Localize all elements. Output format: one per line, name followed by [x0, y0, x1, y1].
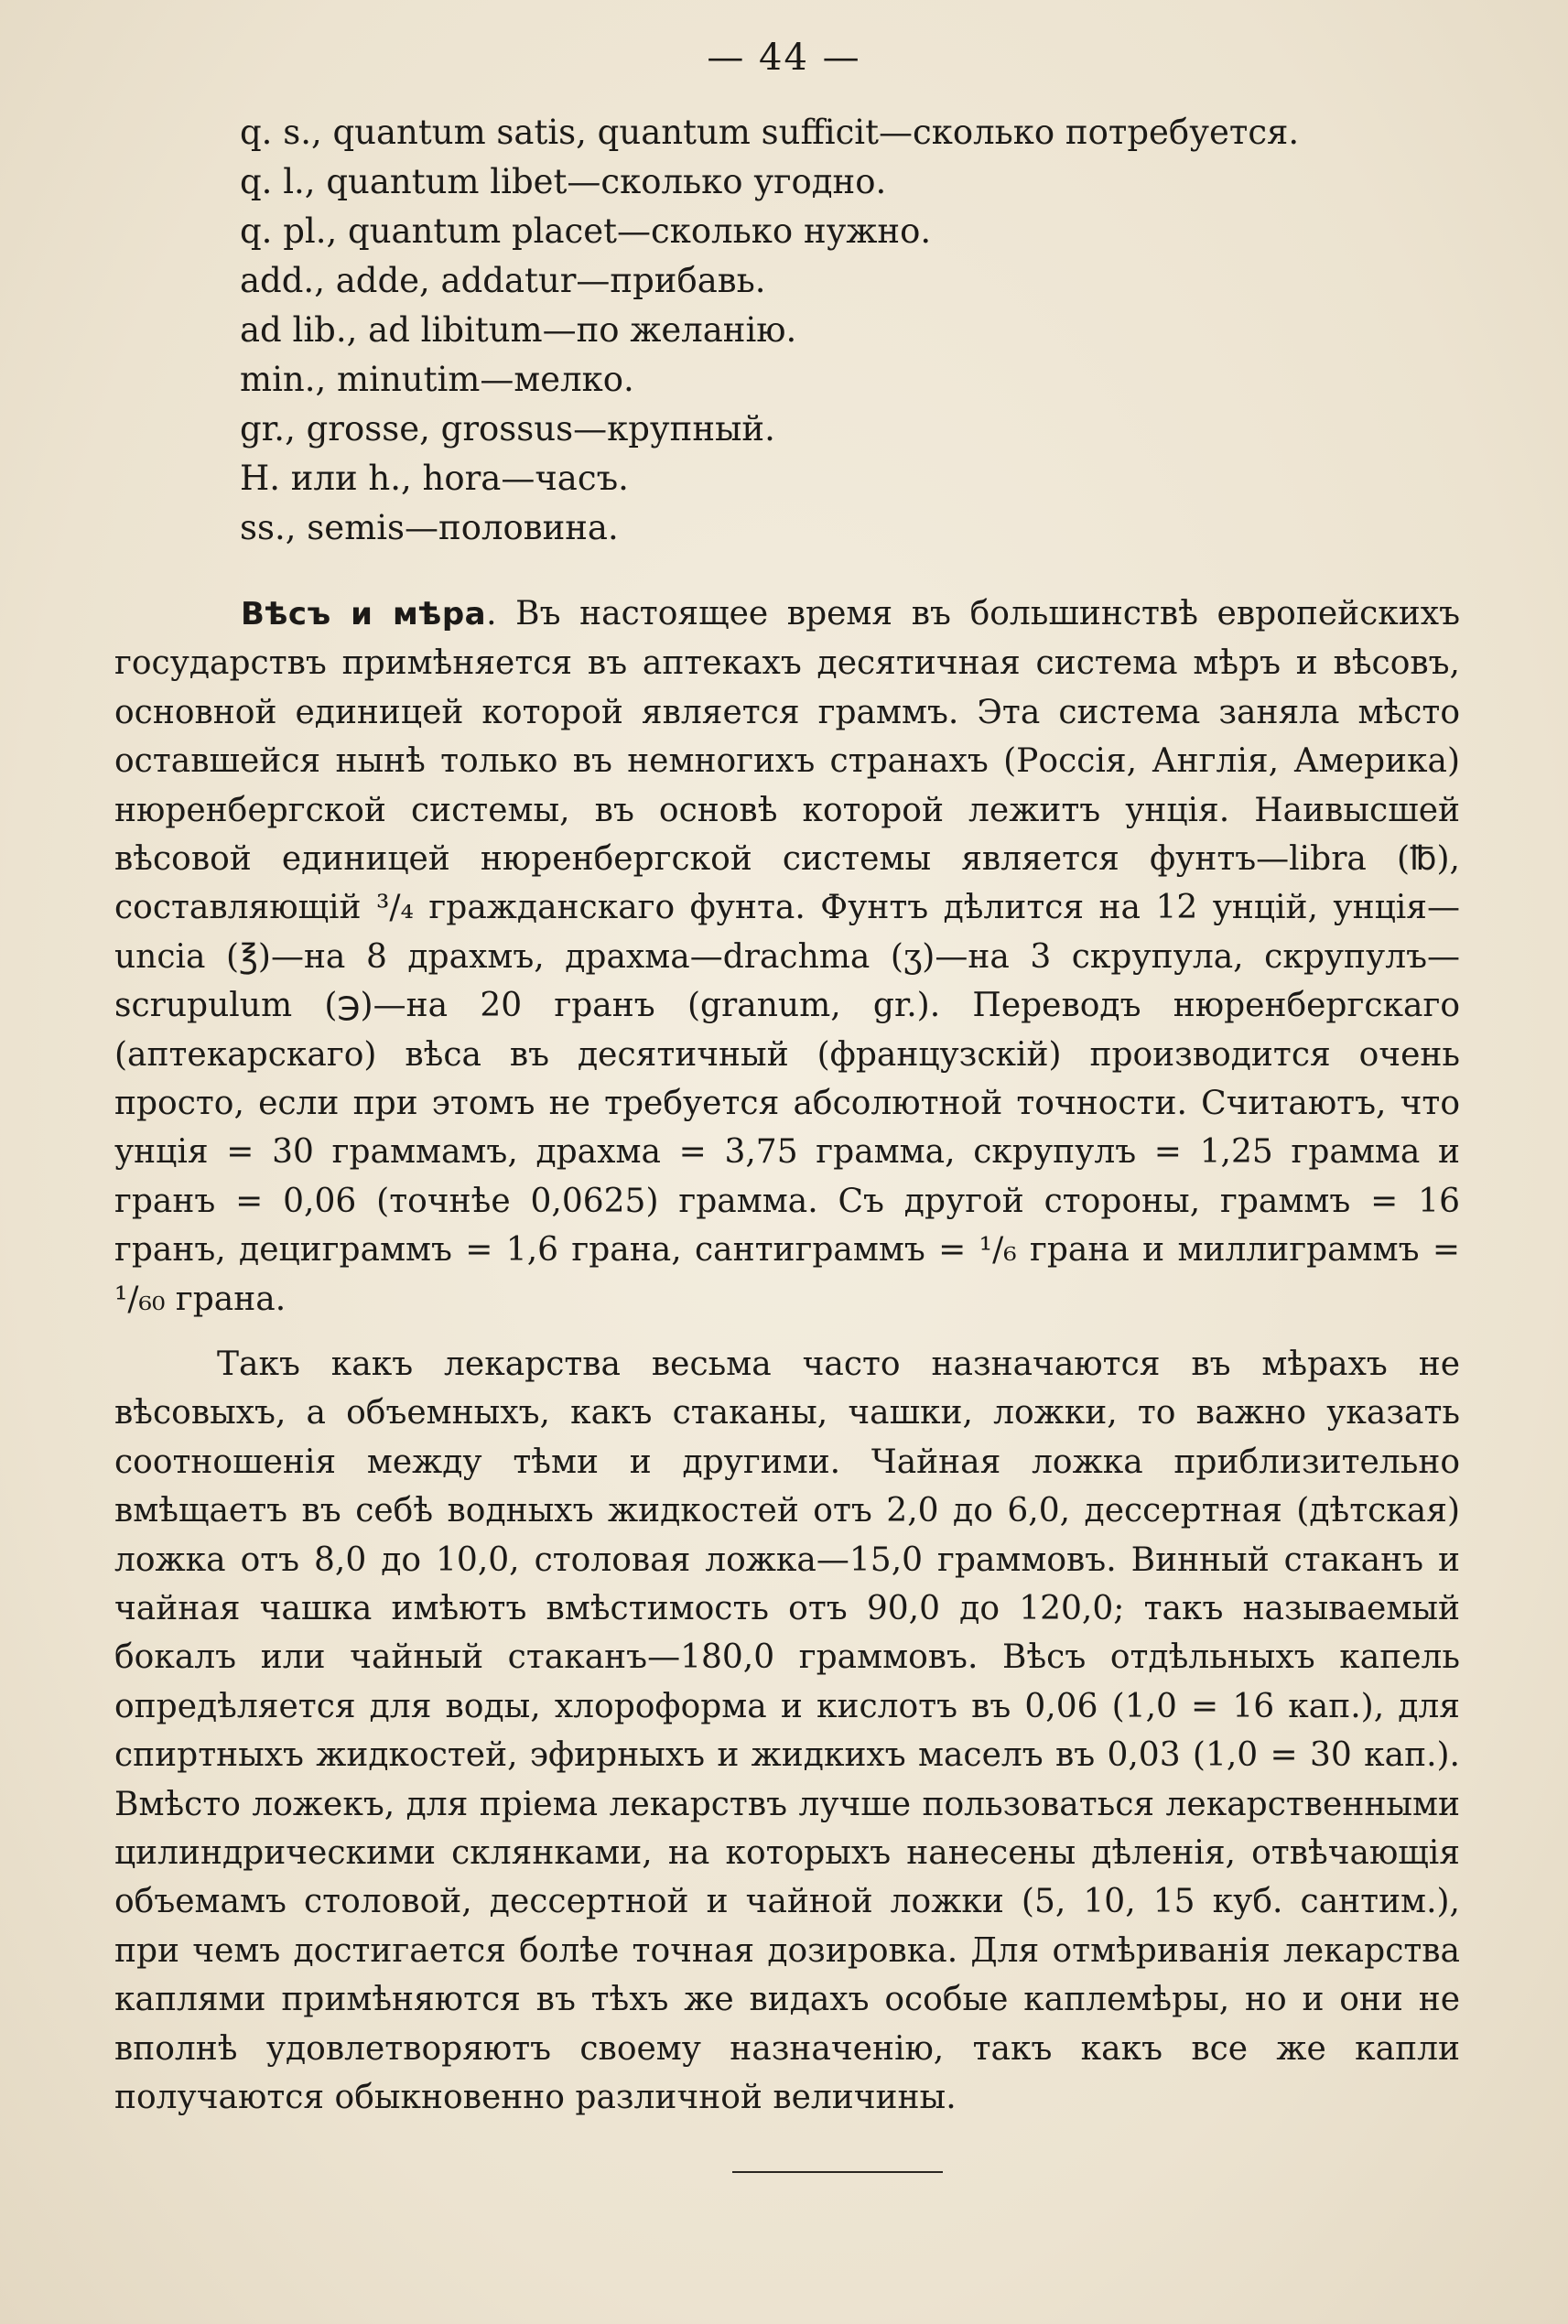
end-rule-divider — [732, 2171, 943, 2173]
abbreviation-item: gr., grosse, grossus—крупный. — [240, 409, 775, 449]
volume-measures-paragraph: Такъ какъ лекарства весьма часто назначаются въ мѣрахъ не вѣсовыхъ, а объемныхъ, какъ стаканы, чашки, ложки, то важно указать соотношенія между тѣми и другими. Чайная ложка приблизительно вмѣщаетъ въ себѣ водныхъ жидкостей отъ 2,0 до 6,0, дессертная (дѣтская) ложка отъ 8,0 до 10,0, столовая ложка—15,0 граммовъ. Винный стаканъ и чайная чашка имѣютъ вмѣстимость отъ 90,0 до 120,0; такъ называемый бокалъ или чайный стаканъ—180,0 граммовъ. Вѣсъ отдѣльныхъ капель опредѣляется для воды, хлороформа и кислотъ въ 0,06 (1,0 = 16 кап.), для спиртныхъ жидкостей, эфирныхъ и жидкихъ маселъ въ 0,03 (1,0 = 30 кап.). Вмѣсто ложекъ, для пріема лекарствъ лучше пользоваться лекарственными цилиндрическими склянками, на которыхъ нанесены дѣленія, отвѣчающія объемамъ столовой, дессертной и чайной ложки (5, 10, 15 куб. сантим.), при чемъ достигается болѣе точная дозировка. Для отмѣриванія лекарства каплями примѣняются въ тѣхъ же видахъ особые каплемѣры, но и они не вполнѣ удовлетворяютъ своему назначенію, такъ какъ все же капли получаются обыкновенно различной величины. — [114, 1346, 1460, 2117]
abbreviation-item: q. s., quantum satis, quantum sufficit—сколько потребуется. — [240, 113, 1300, 152]
weights-measures-paragraph — [114, 589, 1460, 1324]
abbreviation-item: q. pl., quantum placet—сколько нужно. — [240, 211, 932, 251]
section-title: Вѣсъ и мѣра — [241, 596, 487, 632]
abbreviation-item: min., minutim—мелко. — [240, 360, 634, 399]
abbreviation-list — [240, 108, 1430, 553]
abbreviation-item: ss., semis—половина. — [240, 508, 619, 547]
paragraph-text: . Въ настоящее время въ большинствѣ европейскихъ государствъ примѣняется въ аптекахъ десятичная система мѣръ и вѣсовъ, основной единицей которой является граммъ. Эта система заняла мѣсто оставшейся нынѣ только въ немногихъ странахъ (Россія, Англія, Америка) нюренбергской системы, въ основѣ которой лежитъ унція. Наивысшей вѣсовой единицей нюренбергской системы является фунтъ—libra (℔), составляющій ³/₄ гражданскаго фунта. Фунтъ дѣлится на 12 унцій, унція—uncia (℥)—на 8 драхмъ, драхма—drachma (ʒ)—на 3 скрупула, скрупулъ—scrupulum (℈)—на 20 гранъ (granum, gr.). Переводъ нюренбергскаго (аптекарскаго) вѣса въ десятичный (французскій) производится очень просто, если при этомъ не требуется абсолютной точности. Считаютъ, что унція = 30 граммамъ, драхма = 3,75 грамма, скрупулъ = 1,25 грамма и гранъ = 0,06 (точнѣе 0,0625) грамма. Съ другой стороны, граммъ = 16 гранъ, дециграммъ = 1,6 грана, сантиграммъ = ¹/₆ грана и миллиграммъ = ¹/₆₀ грана. — [114, 595, 1460, 1318]
abbreviation-item: H. или h., hora—часъ. — [240, 459, 629, 498]
page-number: — 44 — — [707, 37, 861, 79]
abbreviation-item: q. l., quantum libet—сколько угодно. — [240, 162, 887, 201]
abbreviation-item: add., adde, addatur—прибавь. — [240, 261, 766, 300]
abbreviation-item: ad lib., ad libitum—по желанію. — [240, 310, 797, 350]
